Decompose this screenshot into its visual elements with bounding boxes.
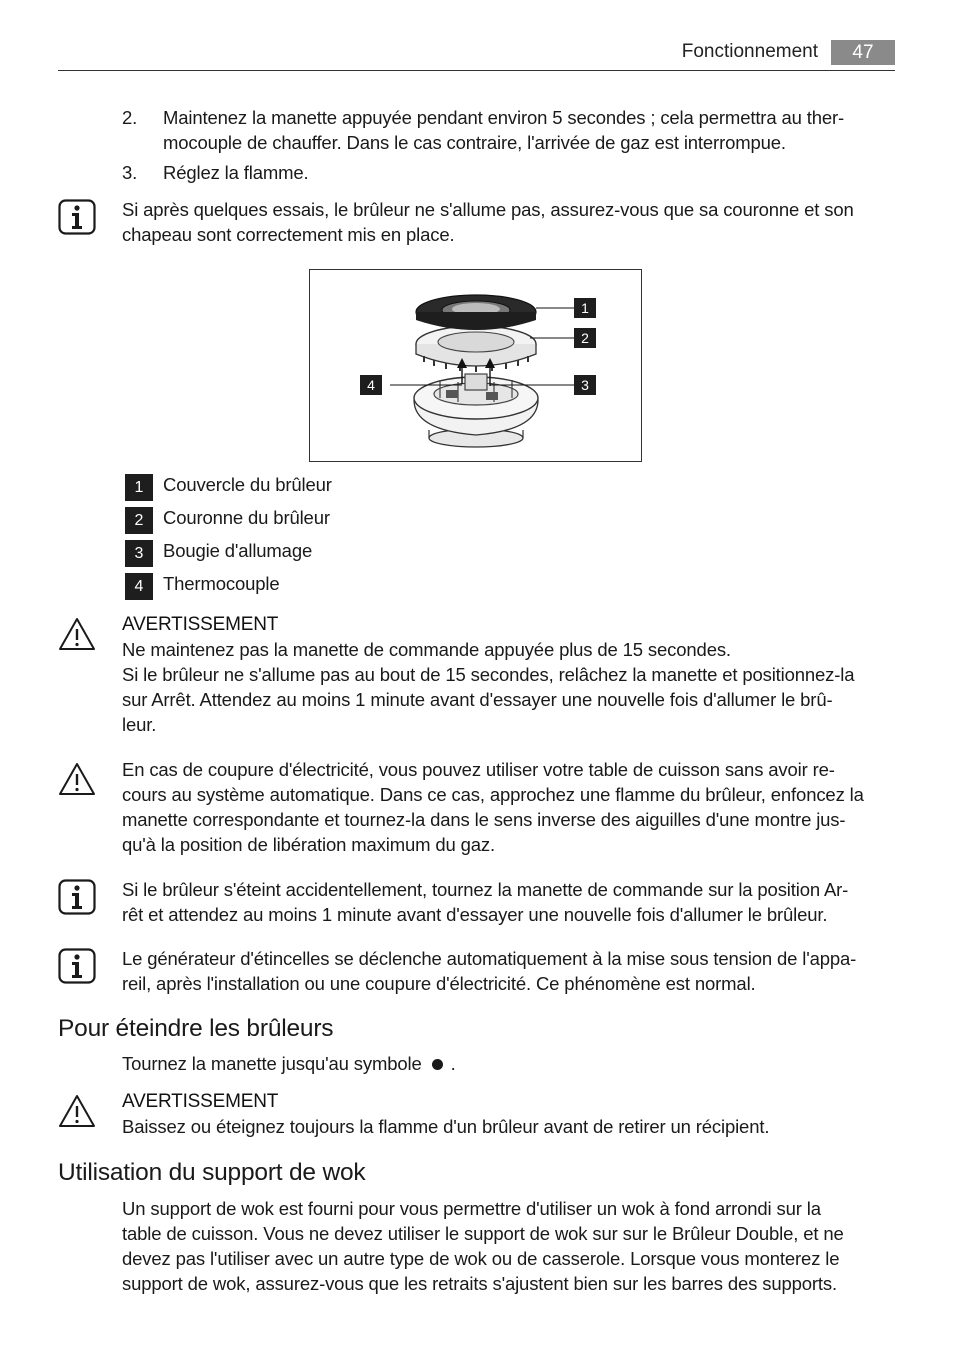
warning-text: Si le brûleur ne s'allume pas au bout de 15 secondes, relâchez la manette et positionnez-la xyxy=(122,664,855,685)
section-text: devez pas l'utiliser avec un autre type de wok ou de casserole. Lorsque vous monterez le xyxy=(122,1248,840,1269)
figure-label: 1 xyxy=(574,298,596,318)
warning-text: cours au système automatique. Dans ce cas, approchez une flamme du brûleur, enfoncez la xyxy=(122,784,864,805)
step-text: mocouple de chauffer. Dans le cas contraire, l'arrivée de gaz est interrompue. xyxy=(163,132,786,153)
legend-text: Bougie d'allumage xyxy=(163,540,313,561)
legend-text: Couronne du brûleur xyxy=(163,507,330,528)
info-icon xyxy=(58,199,96,235)
legend-number: 1 xyxy=(125,474,153,501)
step-text: Réglez la flamme. xyxy=(163,162,309,183)
step-number: 2. xyxy=(122,107,138,128)
info-text: Le générateur d'étincelles se déclenche automatiquement à la mise sous tension de l'appa- xyxy=(122,948,857,969)
legend-number: 4 xyxy=(125,573,153,600)
filled-dot-icon xyxy=(432,1059,443,1070)
section-text-after: . xyxy=(450,1053,456,1074)
warning-icon xyxy=(58,616,96,652)
info-text: Si après quelques essais, le brûleur ne s'allume pas, assurez-vous que sa couronne et son xyxy=(122,199,854,220)
warning-title: AVERTISSEMENT xyxy=(122,1091,279,1112)
section-text: support de wok, assurez-vous que les retraits s'ajustent bien sur les barres des supports. xyxy=(122,1273,837,1294)
section-text xyxy=(122,1051,456,1076)
section-text: table de cuisson. Vous ne devez utiliser le support de wok sur sur le Brûleur Double, et ne xyxy=(122,1223,844,1244)
burner-figure xyxy=(309,269,642,462)
info-icon xyxy=(58,879,96,915)
section-title: Fonctionnement xyxy=(681,41,818,62)
warning-icon xyxy=(58,761,96,797)
warning-text: sur Arrêt. Attendez au moins 1 minute avant d'essayer une nouvelle fois d'allumer le brû- xyxy=(122,689,833,710)
info-text: chapeau sont correctement mis en place. xyxy=(122,224,455,245)
warning-text: leur. xyxy=(122,714,157,735)
legend-text: Thermocouple xyxy=(163,573,280,594)
figure-label: 4 xyxy=(360,375,382,395)
info-icon xyxy=(58,948,96,984)
step-text: Maintenez la manette appuyée pendant environ 5 secondes ; cela permettra au ther- xyxy=(163,107,845,128)
warning-text: manette correspondante et tournez-la dans le sens inverse des aiguilles d'une montre jus- xyxy=(122,809,846,830)
info-text: rêt et attendez au moins 1 minute avant d'essayer une nouvelle fois d'allumer le brûleur. xyxy=(122,904,828,925)
warning-title: AVERTISSEMENT xyxy=(122,614,279,635)
info-text: reil, après l'installation ou une coupure d'électricité. Ce phénomène est normal. xyxy=(122,973,756,994)
figure-label: 3 xyxy=(574,375,596,395)
warning-text: Ne maintenez pas la manette de commande appuyée plus de 15 secondes. xyxy=(122,639,731,660)
warning-text: En cas de coupure d'électricité, vous pouvez utiliser votre table de cuisson sans avoir re- xyxy=(122,759,835,780)
section-heading: Pour éteindre les brûleurs xyxy=(58,1015,334,1042)
section-text: Un support de wok est fourni pour vous permettre d'utiliser un wok à fond arrondi sur la xyxy=(122,1198,821,1219)
figure-label: 2 xyxy=(574,328,596,348)
header-divider xyxy=(58,70,895,71)
warning-text: Baissez ou éteignez toujours la flamme d'un brûleur avant de retirer un récipient. xyxy=(122,1116,770,1137)
step-number: 3. xyxy=(122,162,138,183)
page-number: 47 xyxy=(831,40,895,65)
legend-number: 2 xyxy=(125,507,153,534)
section-text-before: Tournez la manette jusqu'au symbole xyxy=(122,1053,422,1074)
warning-text: qu'à la position de libération maximum du gaz. xyxy=(122,834,496,855)
info-text: Si le brûleur s'éteint accidentellement, tournez la manette de commande sur la position Ar- xyxy=(122,879,849,900)
section-heading: Utilisation du support de wok xyxy=(58,1159,366,1186)
warning-icon xyxy=(58,1093,96,1129)
legend-number: 3 xyxy=(125,540,153,567)
legend-text: Couvercle du brûleur xyxy=(163,474,332,495)
